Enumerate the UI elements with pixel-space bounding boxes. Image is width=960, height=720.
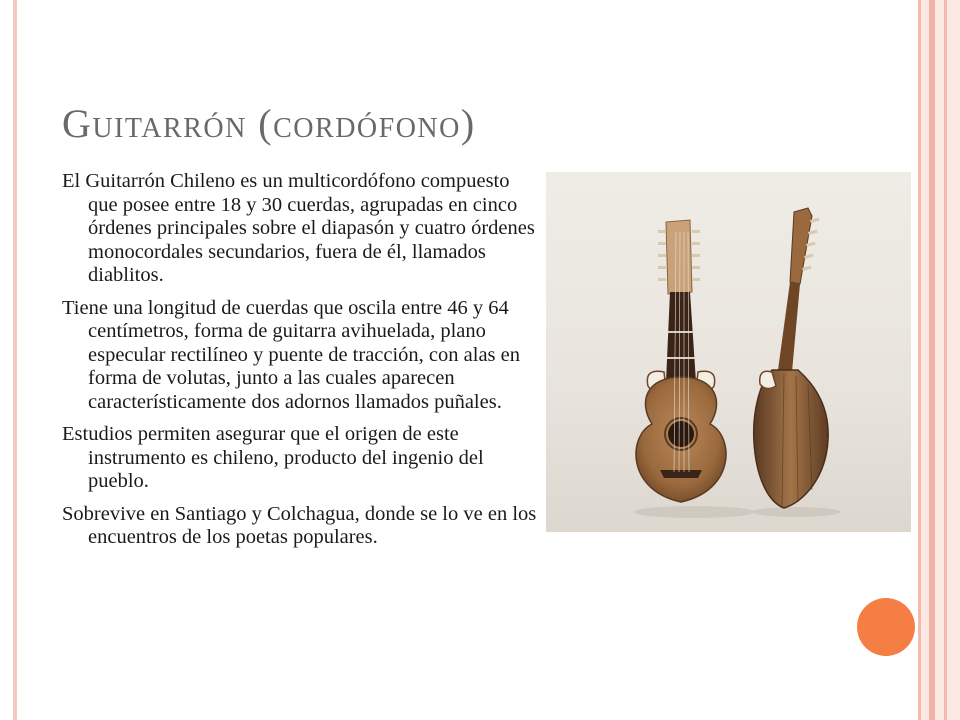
guitarron-illustration <box>546 172 911 532</box>
slide-title: Guitarrón (cordófono) <box>62 101 476 146</box>
guitarron-front <box>636 220 726 502</box>
slide-body <box>62 170 544 559</box>
guitarron-side <box>754 208 828 508</box>
right-frame-line <box>929 0 935 720</box>
body-paragraph: Sobrevive en Santiago y Colchagua, donde se lo ve en los encuentros de los poetas populares. <box>62 502 537 548</box>
body-paragraph: Estudios permiten asegurar que el origen de este instrumento es chileno, producto del ingenio del pueblo. <box>62 423 484 492</box>
floor-shadow <box>751 507 841 517</box>
right-frame-line <box>944 0 947 720</box>
body-paragraph: Tiene una longitud de cuerdas que oscila entre 46 y 64 centímetros, forma de guitarra avihuelada, plano especular rectilíneo y puente de tracción, con alas en forma de volutas, junto a las cuales aparecen característicamente dos adornos llamados puñales. <box>62 296 521 413</box>
right-frame-band <box>918 0 960 720</box>
guitarron-photo <box>546 172 911 532</box>
accent-circle <box>857 598 915 656</box>
floor-shadow <box>634 506 754 518</box>
body-paragraph: El Guitarrón Chileno es un multicordófono compuesto que posee entre 18 y 30 cuerdas, agrupadas en cinco órdenes principales sobre el diapasón y cuatro órdenes monocordales secundarios, fuera de él, llamados diablitos. <box>62 170 535 286</box>
right-frame-line <box>918 0 921 720</box>
left-frame-line <box>13 0 17 720</box>
